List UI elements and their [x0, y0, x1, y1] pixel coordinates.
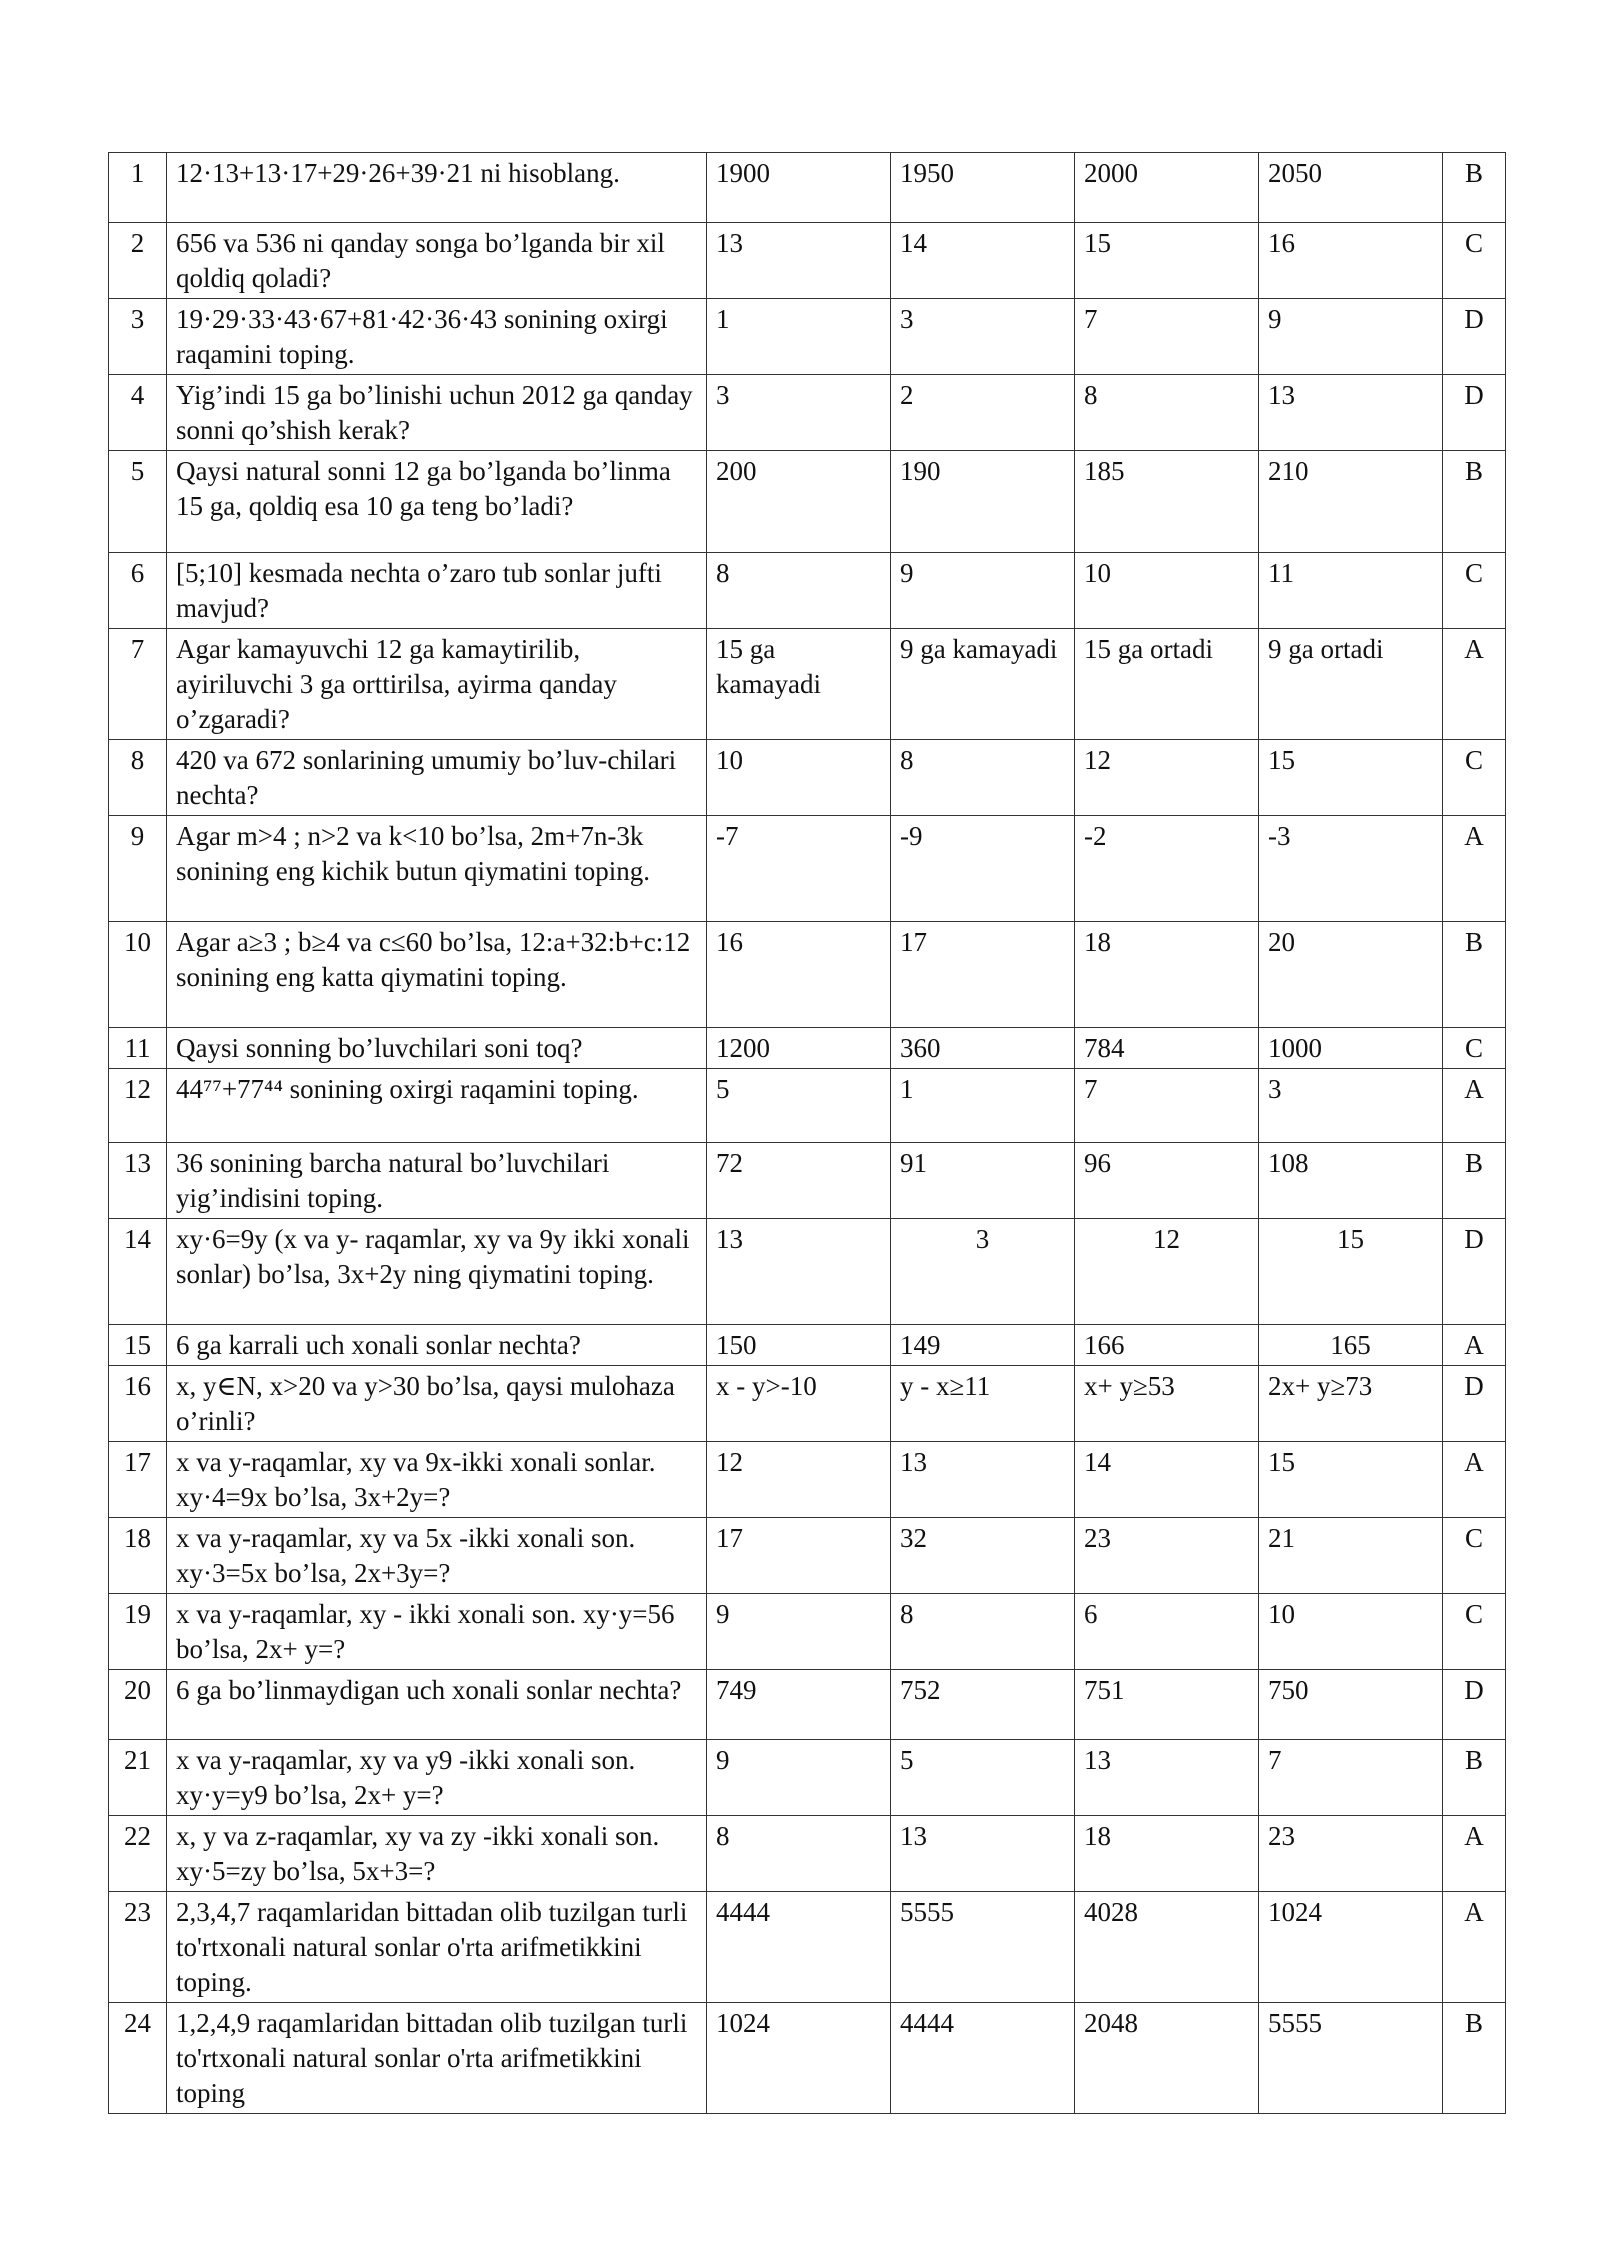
table-row [109, 1143, 1506, 1219]
question-text: 2,3,4,7 raqamlaridan bittadan olib tuzilgan turli to'rtxonali natural sonlar o'rta arifmetikkini toping. [167, 1892, 707, 2003]
option-c: 12 [1075, 1219, 1259, 1325]
question-text: Agar kamayuvchi 12 ga kamaytirilib, ayiriluvchi 3 ga orttirilsa, ayirma qanday o’zgaradi? [167, 629, 707, 740]
question-text: 420 va 672 sonlarining umumiy bo’luv-chilari nechta? [167, 740, 707, 816]
option-a: 9 [707, 1740, 891, 1816]
option-b: 17 [891, 922, 1075, 1028]
option-c: 23 [1075, 1518, 1259, 1594]
table-row [109, 1442, 1506, 1518]
option-d: 750 [1259, 1670, 1443, 1740]
table-row [109, 1366, 1506, 1442]
option-b: 91 [891, 1143, 1075, 1219]
option-b: 13 [891, 1442, 1075, 1518]
option-c: 2048 [1075, 2003, 1259, 2114]
option-a: 15 ga kamayadi [707, 629, 891, 740]
option-b: 3 [891, 1219, 1075, 1325]
option-d: 210 [1259, 451, 1443, 553]
option-b: 1 [891, 1069, 1075, 1143]
option-c: 166 [1075, 1325, 1259, 1366]
option-d: 3 [1259, 1069, 1443, 1143]
option-b: 752 [891, 1670, 1075, 1740]
answer-key: C [1443, 1028, 1506, 1069]
option-b: y - x≥11 [891, 1366, 1075, 1442]
table-row [109, 1892, 1506, 2003]
option-d: 15 [1259, 740, 1443, 816]
option-c: 18 [1075, 922, 1259, 1028]
question-number: 8 [109, 740, 167, 816]
option-d: 9 ga ortadi [1259, 629, 1443, 740]
option-b: 8 [891, 740, 1075, 816]
table-row [109, 153, 1506, 223]
question-text: 6 ga bo’linmaydigan uch xonali sonlar nechta? [167, 1670, 707, 1740]
option-a: 12 [707, 1442, 891, 1518]
option-b: 1950 [891, 153, 1075, 223]
option-d: 2x+ y≥73 [1259, 1366, 1443, 1442]
option-b: 2 [891, 375, 1075, 451]
question-text: x va y-raqamlar, xy va y9 -ikki xonali son. xy·y=y9 bo’lsa, 2x+ y=? [167, 1740, 707, 1816]
question-number: 9 [109, 816, 167, 922]
option-a: x - y>-10 [707, 1366, 891, 1442]
answer-key: B [1443, 1740, 1506, 1816]
table-row [109, 553, 1506, 629]
answer-key: C [1443, 740, 1506, 816]
question-text: 6 ga karrali uch xonali sonlar nechta? [167, 1325, 707, 1366]
question-number: 21 [109, 1740, 167, 1816]
option-c: 4028 [1075, 1892, 1259, 2003]
answer-key: D [1443, 1366, 1506, 1442]
answer-key: D [1443, 1670, 1506, 1740]
table-row [109, 2003, 1506, 2114]
option-b: 14 [891, 223, 1075, 299]
option-a: 10 [707, 740, 891, 816]
option-a: 200 [707, 451, 891, 553]
table-row [109, 1518, 1506, 1594]
option-d: 5555 [1259, 2003, 1443, 2114]
option-c: x+ y≥53 [1075, 1366, 1259, 1442]
question-number: 14 [109, 1219, 167, 1325]
option-d: 1024 [1259, 1892, 1443, 2003]
question-text: 36 sonining barcha natural bo’luvchilari yig’indisini toping. [167, 1143, 707, 1219]
answer-key: D [1443, 299, 1506, 375]
question-number: 17 [109, 1442, 167, 1518]
option-b: 9 ga kamayadi [891, 629, 1075, 740]
question-number: 12 [109, 1069, 167, 1143]
option-d: 20 [1259, 922, 1443, 1028]
option-a: 13 [707, 1219, 891, 1325]
option-c: 7 [1075, 299, 1259, 375]
question-number: 16 [109, 1366, 167, 1442]
option-b: 8 [891, 1594, 1075, 1670]
question-number: 1 [109, 153, 167, 223]
question-number: 7 [109, 629, 167, 740]
question-number: 19 [109, 1594, 167, 1670]
option-a: 1 [707, 299, 891, 375]
option-b: 9 [891, 553, 1075, 629]
table-row [109, 375, 1506, 451]
question-number: 18 [109, 1518, 167, 1594]
option-d: 15 [1259, 1442, 1443, 1518]
answer-key: A [1443, 1816, 1506, 1892]
table-row [109, 1325, 1506, 1366]
answer-key: C [1443, 1594, 1506, 1670]
option-c: 751 [1075, 1670, 1259, 1740]
option-a: 13 [707, 223, 891, 299]
question-text: x, y va z-raqamlar, xy va zy -ikki xonali son. xy·5=zy bo’lsa, 5x+3=? [167, 1816, 707, 1892]
answer-key: C [1443, 553, 1506, 629]
question-number: 22 [109, 1816, 167, 1892]
option-a: 4444 [707, 1892, 891, 2003]
answer-key: B [1443, 153, 1506, 223]
option-c: 13 [1075, 1740, 1259, 1816]
question-text: Agar m>4 ; n>2 va k<10 bo’lsa, 2m+7n-3k sonining eng kichik butun qiymatini toping. [167, 816, 707, 922]
question-number: 23 [109, 1892, 167, 2003]
option-c: 15 ga ortadi [1075, 629, 1259, 740]
option-a: 5 [707, 1069, 891, 1143]
questions-table [108, 152, 1506, 2114]
option-a: 749 [707, 1670, 891, 1740]
table-row [109, 1028, 1506, 1069]
answer-key: A [1443, 629, 1506, 740]
table-row [109, 816, 1506, 922]
table-row [109, 922, 1506, 1028]
question-number: 13 [109, 1143, 167, 1219]
question-text: Qaysi sonning bo’luvchilari soni toq? [167, 1028, 707, 1069]
question-text: x va y-raqamlar, xy - ikki xonali son. xy·y=56 bo’lsa, 2x+ y=? [167, 1594, 707, 1670]
question-text: 44⁷⁷+77⁴⁴ sonining oxirgi raqamini toping. [167, 1069, 707, 1143]
option-c: 7 [1075, 1069, 1259, 1143]
table-row [109, 1069, 1506, 1143]
option-c: 18 [1075, 1816, 1259, 1892]
option-d: 10 [1259, 1594, 1443, 1670]
question-text: xy·6=9y (x va y- raqamlar, xy va 9y ikki xonali sonlar) bo’lsa, 3x+2y ning qiymatini toping. [167, 1219, 707, 1325]
question-number: 10 [109, 922, 167, 1028]
option-c: 96 [1075, 1143, 1259, 1219]
answer-key: B [1443, 2003, 1506, 2114]
option-b: 32 [891, 1518, 1075, 1594]
question-number: 15 [109, 1325, 167, 1366]
option-c: 784 [1075, 1028, 1259, 1069]
question-number: 2 [109, 223, 167, 299]
question-text: [5;10] kesmada nechta o’zaro tub sonlar jufti mavjud? [167, 553, 707, 629]
question-text: 1,2,4,9 raqamlaridan bittadan olib tuzilgan turli to'rtxonali natural sonlar o'rta arifmetikkini toping [167, 2003, 707, 2114]
question-number: 4 [109, 375, 167, 451]
option-d: 16 [1259, 223, 1443, 299]
option-c: 12 [1075, 740, 1259, 816]
option-a: 1200 [707, 1028, 891, 1069]
option-a: 9 [707, 1594, 891, 1670]
question-number: 11 [109, 1028, 167, 1069]
option-d: 11 [1259, 553, 1443, 629]
table-row [109, 1670, 1506, 1740]
option-d: 2050 [1259, 153, 1443, 223]
question-text: x va y-raqamlar, xy va 5x -ikki xonali son. xy·3=5x bo’lsa, 2x+3y=? [167, 1518, 707, 1594]
option-b: 5 [891, 1740, 1075, 1816]
answer-key: A [1443, 1892, 1506, 2003]
option-c: 10 [1075, 553, 1259, 629]
option-d: 15 [1259, 1219, 1443, 1325]
option-a: 17 [707, 1518, 891, 1594]
option-d: 1000 [1259, 1028, 1443, 1069]
table-row [109, 629, 1506, 740]
option-b: 360 [891, 1028, 1075, 1069]
table-row [109, 1594, 1506, 1670]
option-b: 13 [891, 1816, 1075, 1892]
question-text: 656 va 536 ni qanday songa bo’lganda bir xil qoldiq qoladi? [167, 223, 707, 299]
table-row [109, 451, 1506, 553]
question-text: Qaysi natural sonni 12 ga bo’lganda bo’linma 15 ga, qoldiq esa 10 ga teng bo’ladi? [167, 451, 707, 553]
question-text: 12·13+13·17+29·26+39·21 ni hisoblang. [167, 153, 707, 223]
answer-key: A [1443, 1069, 1506, 1143]
option-a: -7 [707, 816, 891, 922]
answer-key: A [1443, 816, 1506, 922]
option-d: 21 [1259, 1518, 1443, 1594]
option-c: 6 [1075, 1594, 1259, 1670]
option-a: 72 [707, 1143, 891, 1219]
option-b: 3 [891, 299, 1075, 375]
option-c: 15 [1075, 223, 1259, 299]
option-d: 9 [1259, 299, 1443, 375]
answer-key: A [1443, 1325, 1506, 1366]
answer-key: B [1443, 922, 1506, 1028]
option-d: 13 [1259, 375, 1443, 451]
answer-key: C [1443, 223, 1506, 299]
option-b: 5555 [891, 1892, 1075, 2003]
answer-key: B [1443, 451, 1506, 553]
questions-table-body [109, 153, 1506, 2114]
question-number: 6 [109, 553, 167, 629]
option-d: 7 [1259, 1740, 1443, 1816]
table-row [109, 1816, 1506, 1892]
option-c: -2 [1075, 816, 1259, 922]
option-c: 185 [1075, 451, 1259, 553]
option-c: 2000 [1075, 153, 1259, 223]
question-text: Agar a≥3 ; b≥4 va c≤60 bo’lsa, 12:a+32:b+c:12 sonining eng katta qiymatini toping. [167, 922, 707, 1028]
question-text: x va y-raqamlar, xy va 9x-ikki xonali sonlar. xy·4=9x bo’lsa, 3x+2y=? [167, 1442, 707, 1518]
question-number: 3 [109, 299, 167, 375]
option-d: 23 [1259, 1816, 1443, 1892]
option-b: 4444 [891, 2003, 1075, 2114]
answer-key: B [1443, 1143, 1506, 1219]
question-text: Yig’indi 15 ga bo’linishi uchun 2012 ga qanday sonni qo’shish kerak? [167, 375, 707, 451]
answer-key: C [1443, 1518, 1506, 1594]
option-d: 108 [1259, 1143, 1443, 1219]
option-b: -9 [891, 816, 1075, 922]
question-text: 19·29·33·43·67+81·42·36·43 sonining oxirgi raqamini toping. [167, 299, 707, 375]
option-a: 3 [707, 375, 891, 451]
option-b: 190 [891, 451, 1075, 553]
option-b: 149 [891, 1325, 1075, 1366]
question-number: 5 [109, 451, 167, 553]
answer-key: D [1443, 375, 1506, 451]
table-row [109, 223, 1506, 299]
question-number: 24 [109, 2003, 167, 2114]
question-number: 20 [109, 1670, 167, 1740]
option-a: 1024 [707, 2003, 891, 2114]
option-c: 8 [1075, 375, 1259, 451]
option-a: 8 [707, 1816, 891, 1892]
option-a: 8 [707, 553, 891, 629]
table-row [109, 299, 1506, 375]
option-a: 150 [707, 1325, 891, 1366]
table-row [109, 1219, 1506, 1325]
option-c: 14 [1075, 1442, 1259, 1518]
option-d: -3 [1259, 816, 1443, 922]
answer-key: D [1443, 1219, 1506, 1325]
option-a: 1900 [707, 153, 891, 223]
table-row [109, 1740, 1506, 1816]
table-row [109, 740, 1506, 816]
answer-key: A [1443, 1442, 1506, 1518]
option-d: 165 [1259, 1325, 1443, 1366]
question-text: x, y∈N, x>20 va y>30 bo’lsa, qaysi mulohaza o’rinli? [167, 1366, 707, 1442]
option-a: 16 [707, 922, 891, 1028]
